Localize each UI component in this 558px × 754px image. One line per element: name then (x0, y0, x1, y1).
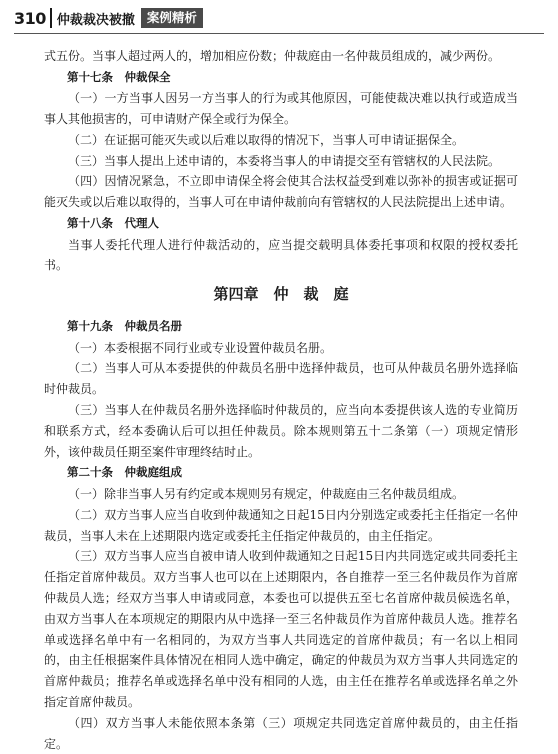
body-paragraph: （一）本委根据不同行业或专业设置仲裁员名册。 (68, 340, 333, 355)
page-body (44, 46, 518, 754)
article-heading: 第二十条 仲裁庭组成 (67, 465, 182, 480)
chapter-title: 第四章 仲 裁 庭 (213, 285, 349, 304)
body-paragraph: （四）双方当事人未能依照本条第（三）项规定共同选定首席仲裁员的，由主任指定。 (44, 715, 518, 751)
body-paragraph: （二）当事人可从本委提供的仲裁员名册中选择仲裁员，也可从仲裁员名册外选择临时仲裁员。 (44, 361, 518, 397)
body-paragraph: 式五份。当事人超过两人的，增加相应份数；仲裁庭由一名仲裁员组成的，减少两份。 (44, 49, 501, 63)
body-paragraph: （一）一方当事人因另一方当事人的行为或其他原因，可能使裁决难以执行或造成当事人其他损害的，可申请财产保全或行为保全。 (44, 91, 518, 127)
page-number: 310 (14, 8, 46, 28)
header-rule (14, 33, 544, 34)
body-paragraph: （二）双方当事人应当自收到仲裁通知之日起15日内分别选定或委托主任指定一名仲裁员，当事人未在上述期限内选定或委托主任指定仲裁员的，由主任指定。 (44, 507, 518, 543)
article-heading: 第十七条 仲裁保全 (67, 69, 171, 84)
body-paragraph: （二）在证据可能灭失或以后难以取得的情况下，当事人可申请证据保全。 (68, 132, 465, 147)
body-paragraph: （四）因情况紧急，不立即申请保全将会使其合法权益受到难以弥补的损害或证据可能灭失或以后难以取得的，当事人可在申请仲裁前向有管辖权的人民法院提出上述申请。 (44, 174, 518, 210)
book-title: 仲裁裁决被撤 (56, 12, 135, 28)
article-heading: 第十八条 代理人 (67, 216, 159, 231)
body-paragraph: （一）除非当事人另有约定或本规则另有规定，仲裁庭由三名仲裁员组成。 (68, 486, 465, 501)
body-paragraph: 当事人委托代理人进行仲裁活动的，应当提交载明具体委托事项和权限的授权委托书。 (44, 237, 518, 273)
page-header (14, 7, 203, 29)
header-divider (50, 8, 52, 28)
body-paragraph: （三）双方当事人应当自被申请人收到仲裁通知之日起15日内共同选定或共同委托主任指定首席仲裁员。双方当事人也可以在上述期限内，各自推荐一至三名仲裁员作为首席仲裁员人选；经双方当事人申请或同意，本委也可以提供五至七名首席仲裁员候选名单，由双方当事人在本项规定的期限内从中选择一至三名仲裁员作为首席仲裁员人选。推荐名单或选择名单中有一名相同的，为双方当事人共同选定的首席仲裁员；有一名以上相同的，由主任根据案件具体情况在相同人选中确定，确定的仲裁员为双方当事人共同选定的首席仲裁员；推荐名单或选择名单中没有相同的人选，由主任在推荐名单或选择名单之外指定首席仲裁员。 (44, 549, 518, 709)
body-paragraph: （三）当事人在仲裁员名册外选择临时仲裁员的，应当向本委提供该人选的专业简历和联系方式，经本委确认后可以担任仲裁员。除本规则第五十二条第（一）项规定情形外，该仲裁员任期至案件审理终结时止。 (44, 403, 518, 459)
section-tag: 案例精析 (141, 8, 203, 28)
body-paragraph: （三）当事人提出上述申请的，本委将当事人的申请提交至有管辖权的人民法院。 (68, 153, 501, 168)
article-heading: 第十九条 仲裁员名册 (67, 319, 182, 334)
